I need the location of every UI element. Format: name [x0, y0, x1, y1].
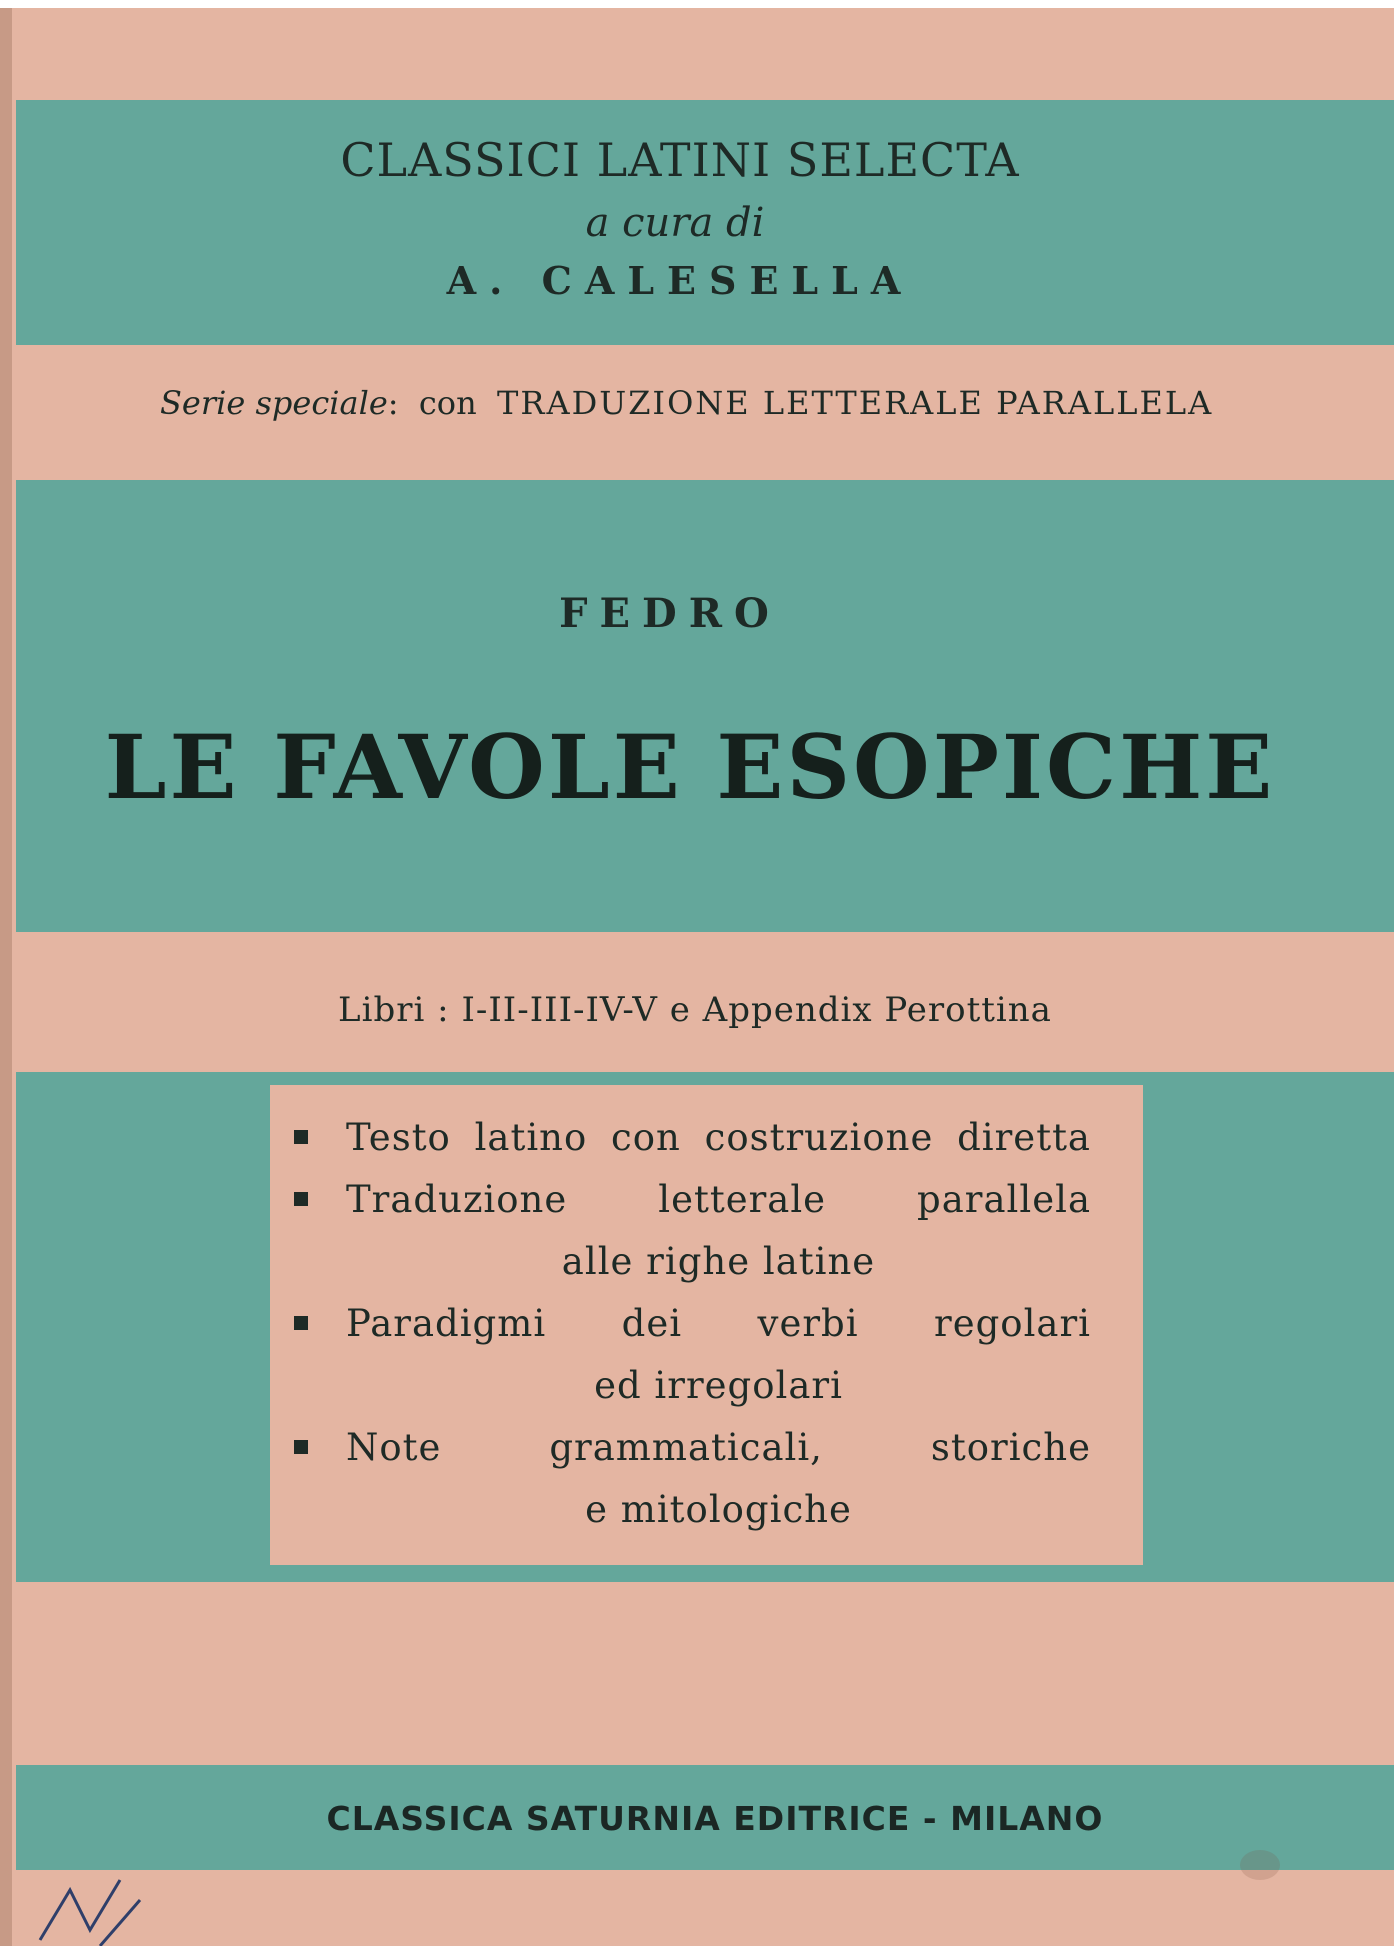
editor-label: a cura di	[585, 200, 765, 246]
teal-band-title	[16, 480, 1394, 932]
publisher-name: CLASSICA SATURNIA EDITRICE - MILANO	[326, 1799, 1104, 1838]
square-bullet-icon	[294, 1192, 308, 1206]
feature-line-continued: alle righe latine	[561, 1240, 876, 1283]
series-title: CLASSICI LATINI SELECTA	[340, 133, 1020, 187]
special-series-colon: :	[387, 384, 399, 422]
special-series-text: TRADUZIONE LETTERALE PARALLELA	[497, 384, 1214, 422]
square-bullet-icon	[294, 1440, 308, 1454]
feature-line: Testo latino con costruzione diretta	[346, 1116, 1091, 1159]
special-series-with: con	[418, 384, 477, 422]
feature-item	[290, 1107, 1091, 1169]
books-included: Libri : I-II-III-IV-V e Appendix Perottina	[338, 990, 1052, 1030]
feature-line-continued: ed irregolari	[594, 1364, 843, 1407]
book-title: LE FAVOLE ESOPICHE	[104, 715, 1276, 819]
feature-line: Note grammaticali, storiche	[346, 1426, 1091, 1469]
feature-box	[270, 1085, 1143, 1565]
pen-scribble-mark	[30, 1860, 150, 1946]
editor-name: A. CALESELLA	[446, 258, 914, 303]
square-bullet-icon	[294, 1316, 308, 1330]
stain-mark	[1240, 1850, 1280, 1880]
feature-item	[290, 1293, 1091, 1417]
feature-line-continued: e mitologiche	[585, 1488, 852, 1531]
feature-list	[270, 1085, 1143, 1541]
special-series-label: Serie speciale	[160, 384, 388, 422]
author-name: FEDRO	[559, 590, 781, 637]
feature-item	[290, 1169, 1091, 1293]
feature-line: Paradigmi dei verbi regolari	[346, 1302, 1091, 1345]
special-series-line	[160, 384, 1300, 422]
feature-item	[290, 1417, 1091, 1541]
square-bullet-icon	[294, 1130, 308, 1144]
feature-line: Traduzione letterale parallela	[346, 1178, 1091, 1221]
